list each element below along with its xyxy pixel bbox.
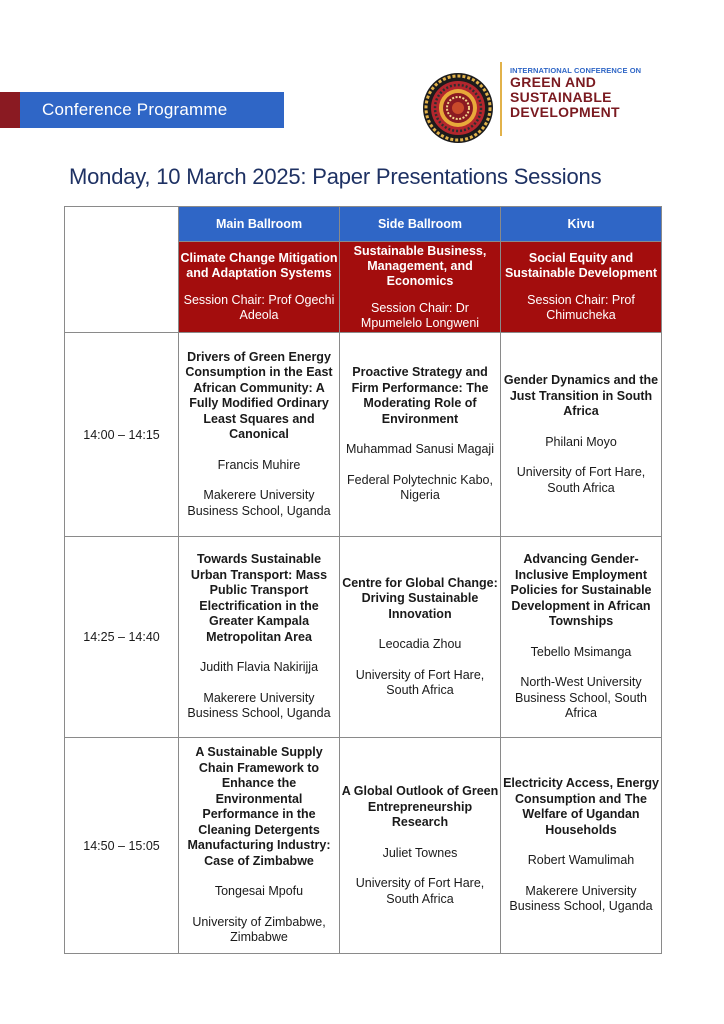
paper-author: Robert Wamulimah — [527, 853, 635, 868]
paper-affiliation: Federal Polytechnic Kabo, Nigeria — [347, 472, 493, 503]
session-chair: Session Chair: Dr Mpumelelo Longweni — [360, 300, 480, 330]
session-theme-kivu — [501, 242, 662, 333]
page-title: Monday, 10 March 2025: Paper Presentations Sessions — [69, 164, 602, 189]
paper-affiliation: Makerere University Business School, Uganda — [509, 883, 653, 914]
logo-line-3: DEVELOPMENT — [510, 104, 620, 120]
session-theme-title: Social Equity and Sustainable Development — [504, 251, 658, 280]
logo-line-1: GREEN AND — [510, 74, 597, 90]
paper-author: Leocadia Zhou — [378, 637, 462, 651]
session-chair: Session Chair: Prof Chimucheka — [527, 293, 635, 322]
session-theme-side — [340, 242, 501, 333]
banner-accent-bar — [0, 92, 20, 128]
paper-cell — [340, 738, 501, 954]
paper-affiliation: Makerere University Business School, Uganda — [187, 488, 331, 518]
paper-cell — [501, 537, 662, 738]
paper-cell — [501, 738, 662, 954]
paper-author: Tebello Msimanga — [530, 644, 632, 659]
paper-title: Towards Sustainable Urban Transport: Mass Public Transport Electrification in the Greater Kampala Metropolitan Area — [190, 552, 328, 644]
session-theme-main — [179, 242, 340, 333]
session-chair: Session Chair: Prof Ogechi Adeola — [183, 293, 335, 322]
paper-title: A Sustainable Supply Chain Framework to Enhance the Environmental Performance in the Cleaning Detergents Manufacturing Industry: Case of Zimbabwe — [187, 745, 331, 868]
paper-title: Advancing Gender-Inclusive Employment Policies for Sustainable Development in African Townships — [510, 552, 652, 629]
paper-cell — [340, 333, 501, 537]
slot-row — [65, 333, 662, 537]
paper-title: Gender Dynamics and the Just Transition in South Africa — [503, 373, 659, 418]
paper-affiliation: University of Fort Hare, South Africa — [516, 465, 646, 495]
logo-divider — [500, 62, 502, 136]
session-theme-title: Sustainable Business, Management, and Economics — [353, 243, 487, 288]
paper-author: Philani Moyo — [545, 434, 617, 449]
venue-header-row — [65, 207, 662, 242]
paper-author: Judith Flavia Nakirijja — [199, 660, 319, 675]
paper-author: Tongesai Mpofu — [214, 884, 304, 899]
paper-author: Francis Muhire — [217, 457, 301, 472]
paper-cell — [501, 333, 662, 537]
paper-title: Electricity Access, Energy Consumption and The Welfare of Ugandan Households — [503, 776, 659, 837]
slot-time: 14:00 – 14:15 — [65, 333, 179, 537]
paper-cell — [340, 537, 501, 738]
paper-affiliation: Makerere University Business School, Uganda — [187, 690, 331, 721]
paper-affiliation: University of Fort Hare, South Africa — [355, 667, 485, 697]
slot-row — [65, 537, 662, 738]
paper-affiliation: North-West University Business School, South Africa — [514, 675, 648, 721]
paper-cell — [179, 738, 340, 954]
schedule-table — [64, 206, 662, 954]
venue-main-ballroom: Main Ballroom — [179, 207, 340, 242]
slot-time: 14:25 – 14:40 — [65, 537, 179, 738]
slot-time: 14:50 – 15:05 — [65, 738, 179, 954]
slot-row — [65, 738, 662, 954]
paper-affiliation: University of Zimbabwe, Zimbabwe — [192, 914, 326, 945]
paper-title: Centre for Global Change: Driving Sustainable Innovation — [342, 575, 498, 621]
logo-subtitle: INTERNATIONAL CONFERENCE ON — [510, 66, 642, 75]
paper-title: Proactive Strategy and Firm Performance: The Moderating Role of Environment — [351, 365, 489, 426]
logo-line-2: SUSTAINABLE — [510, 89, 612, 105]
paper-title: Drivers of Green Energy Consumption in the East African Community: A Fully Modified Ordinary Least Squares and Canonical — [185, 349, 333, 442]
venue-kivu: Kivu — [501, 207, 662, 242]
venue-side-ballroom: Side Ballroom — [340, 207, 501, 242]
programme-banner — [20, 92, 284, 128]
conference-wordmark — [510, 66, 641, 120]
paper-cell — [179, 333, 340, 537]
paper-cell — [179, 537, 340, 738]
paper-author: Juliet Townes — [382, 845, 458, 860]
paper-author: Muhammad Sanusi Magaji — [346, 442, 494, 457]
paper-affiliation: University of Fort Hare, South Africa — [355, 876, 485, 906]
session-theme-title: Climate Change Mitigation and Adaptation Systems — [180, 251, 338, 280]
banner-label: Conference Programme — [42, 100, 228, 119]
conference-logo-icon — [422, 72, 494, 144]
corner-cell — [65, 207, 179, 333]
paper-title: A Global Outlook of Green Entrepreneurship Research — [341, 784, 499, 829]
